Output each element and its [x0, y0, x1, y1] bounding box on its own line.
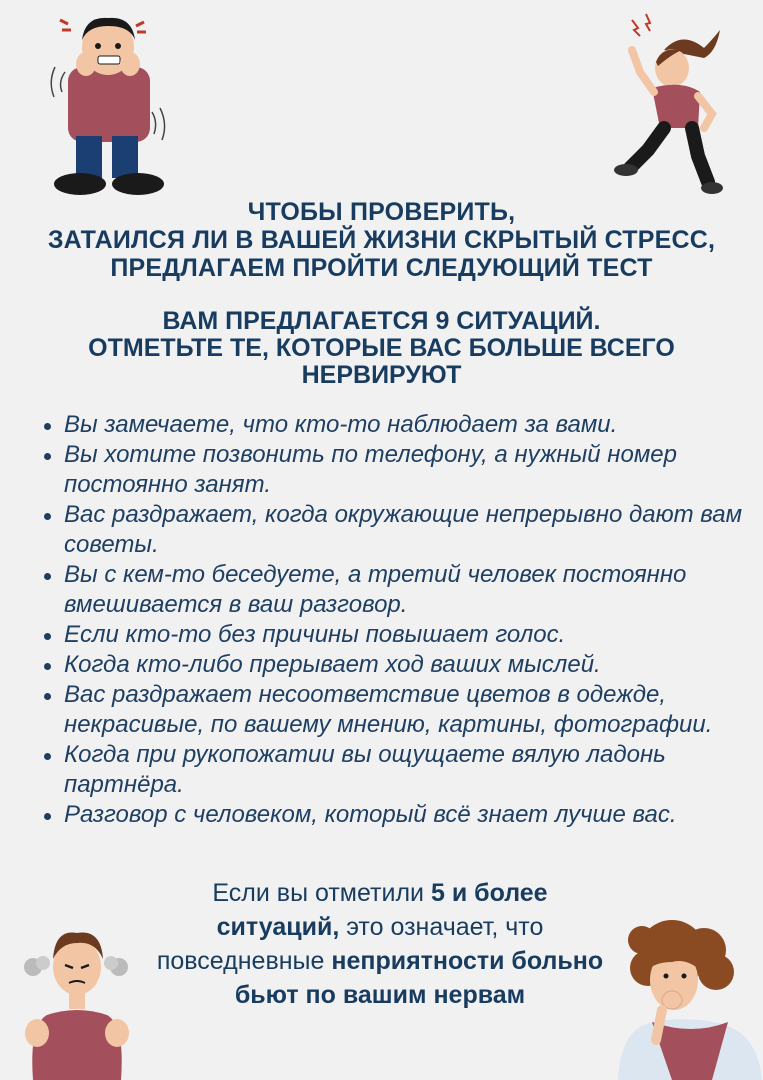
situation-item: Когда при рукопожатии вы ощущаете вялую ладонь партнёра.	[42, 740, 757, 800]
heading-line-2: ЗАТАИЛСЯ ЛИ В ВАШЕЙ ЖИЗНИ СКРЫТЫЙ СТРЕСС,	[47, 226, 716, 254]
conclusion-text	[150, 876, 610, 1012]
situation-item: Когда кто-либо прерывает ход ваших мыслей.	[42, 650, 757, 680]
instructions-line-2: ОТМЕТЬТЕ ТЕ, КОТОРЫЕ ВАС БОЛЬШЕ ВСЕГО	[88, 334, 675, 362]
stressed-man-illustration	[40, 12, 175, 197]
situation-item: Вас раздражает, когда окружающие непрерывно дают вам советы.	[42, 500, 757, 560]
conclusion-part-2: это означает, что повседневные	[156, 913, 544, 975]
fuming-boy-illustration	[15, 915, 140, 1080]
conclusion-bold-1: 5 и более ситуаций,	[216, 879, 548, 941]
instructions-line-1: ВАМ ПРЕДЛАГАЕТСЯ 9 СИТУАЦИЙ.	[162, 307, 601, 335]
situation-item: Вы хотите позвонить по телефону, а нужный номер постоянно занят.	[42, 440, 757, 500]
page-heading	[0, 198, 763, 282]
situation-item: Если кто-то без причины повышает голос.	[42, 620, 757, 650]
situations-list	[42, 410, 757, 830]
angry-woman-running-illustration	[612, 10, 727, 200]
nervous-woman-illustration	[612, 910, 763, 1080]
situation-item: Вы замечаете, что кто-то наблюдает за вами.	[42, 410, 757, 440]
instructions-line-3: НЕРВИРУЮТ	[301, 361, 462, 389]
instructions-heading	[0, 308, 763, 389]
heading-line-3: ПРЕДЛАГАЕМ ПРОЙТИ СЛЕДУЮЩИЙ ТЕСТ	[110, 254, 653, 282]
situation-item: Вас раздражает несоответствие цветов в одежде, некрасивые, по вашему мнению, картины, фотографии.	[42, 680, 757, 740]
situation-item: Вы с кем-то беседуете, а третий человек постоянно вмешивается в ваш разговор.	[42, 560, 757, 620]
situation-item: Разговор с человеком, который всё знает лучше вас.	[42, 800, 757, 830]
conclusion-bold-2: неприятности больно бьют по вашим нервам	[234, 947, 604, 1009]
conclusion-part-1: Если вы отметили	[212, 879, 431, 907]
heading-line-1: ЧТОБЫ ПРОВЕРИТЬ,	[247, 198, 516, 226]
